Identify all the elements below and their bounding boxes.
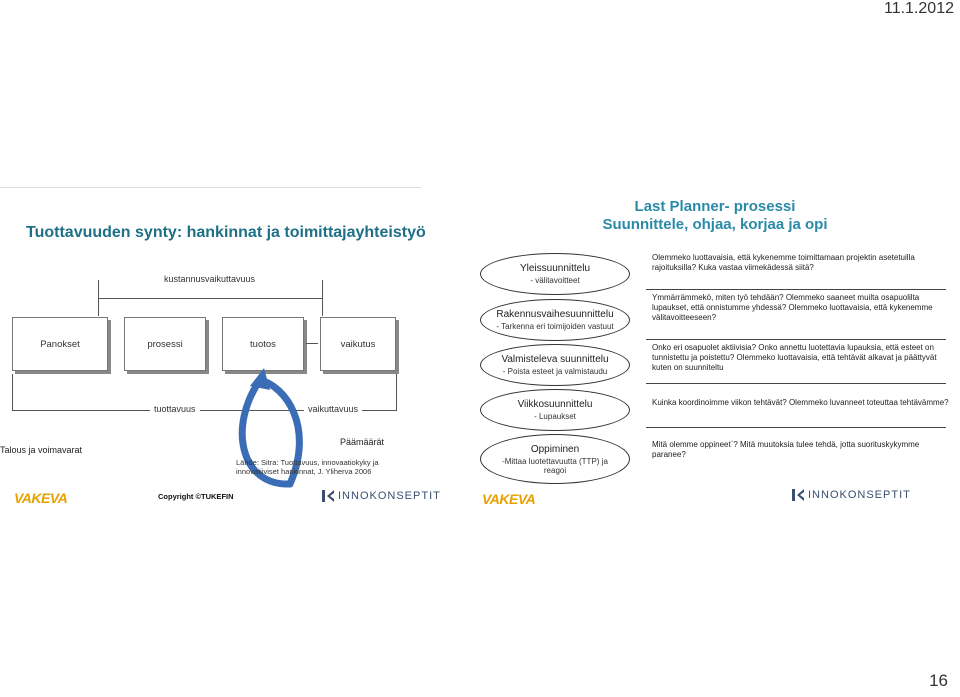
curved-arrow-icon — [230, 366, 320, 496]
innokonseptit-logo-text: INNOKONSEPTIT — [338, 490, 441, 502]
innokonseptit-mark-icon — [322, 489, 334, 503]
divider-1 — [646, 289, 946, 290]
ellipse-viikkosuunnittelu — [480, 389, 630, 431]
divider-4 — [646, 427, 946, 428]
kustannusvaikuttavuus-label: kustannusvaikuttavuus — [160, 274, 259, 284]
ellipse-title: Rakennusvaihesuunnittelu — [496, 309, 614, 320]
ellipse-title: Viikkosuunnittelu — [517, 399, 593, 410]
ellipse-rakennusvaihe — [480, 299, 630, 341]
right-slide — [470, 187, 960, 512]
slide-date: 11.1.2012 — [884, 0, 954, 17]
connector-line — [306, 343, 318, 344]
right-title-line1: Last Planner- prosessi — [634, 198, 796, 215]
tuotos-box: tuotos — [222, 317, 304, 371]
page-number: 16 — [929, 671, 948, 690]
innokonseptit-mark-icon — [792, 488, 804, 502]
questions-yleis: Olemmeko luottavaisia, että kykenemme toimittamaan projektin asetetuilla rajoituksilla? Kuka vastaa viimekädessä siitä? — [652, 253, 915, 272]
innokonseptit-logo — [322, 489, 441, 503]
vakeva-logo-right: VAKEVA — [482, 491, 536, 507]
bracket-bottom-right — [396, 374, 397, 410]
ellipse-oppiminen — [480, 434, 630, 484]
ellipse-title: Oppiminen — [530, 443, 580, 455]
right-title-line2: Suunnittele, ohjaa, korjaa ja opi — [602, 216, 828, 233]
talous-label: Talous ja voimavarat — [0, 445, 83, 455]
source-text: Lähde: Sitra: Tuottavuus, innovaatiokyky ja innovatiiviset hankinnat, J. Yliherva 2006 — [236, 458, 379, 476]
ellipse-title: Yleissuunnittelu — [519, 263, 591, 274]
ellipse-yleissuunnittelu — [480, 253, 630, 295]
ellipse-title: Valmisteleva suunnittelu — [501, 354, 609, 365]
questions-viikko: Kuinka koordinoimme viikon tehtävät? Olemmeko luvanneet toteuttaa tehtävämme? — [652, 398, 949, 407]
ellipse-subtitle: - Poista esteet ja valmistaudu — [502, 367, 608, 376]
divider-3 — [646, 383, 946, 384]
left-slide — [0, 187, 441, 512]
vakeva-logo: VAKEVA — [14, 490, 68, 506]
ellipse-subtitle: - Lupaukset — [534, 412, 576, 421]
innokonseptit-logo-right — [792, 488, 911, 502]
bracket-bottom-left — [12, 374, 13, 410]
ellipse-valmisteleva — [480, 344, 630, 386]
left-slide-title: Tuottavuuden synty: hankinnat ja toimittajayhteistyö — [26, 224, 426, 241]
questions-rakennus: Ymmärrämmekö, miten työ tehdään? Olemmeko saaneet muilta osapuolilta lupaukset, että onnistumme yhdessä? Olemmeko luottavaisia, että kykenemme välitavoitteeseen? — [652, 293, 933, 322]
ellipse-subtitle: -Mittaa luotettavuutta (TTP) ja reagoi — [502, 456, 608, 475]
vaikutus-box: vaikutus — [320, 317, 396, 371]
paamaarat-label: Päämäärät — [340, 437, 385, 447]
panokset-box: Panokset — [12, 317, 108, 371]
tuottavuus-label: tuottavuus — [150, 404, 200, 414]
questions-valmisteleva: Onko eri osapuolet aktiivisia? Onko annettu luotettavia lupauksia, että esteet on tunnistettu ja poistettu? Olemmeko luottavaisia, että tehtävät alkavat ja päättyvät kuten on suunniteltu — [652, 343, 937, 372]
vaikuttavuus-label: vaikuttavuus — [304, 404, 362, 414]
right-slide-title — [470, 198, 960, 234]
questions-oppiminen: Mitä olemme oppineet`? Mitä muutoksia tulee tehdä, jotta suorituskykymme paranee? — [652, 440, 920, 459]
innokonseptit-logo-text: INNOKONSEPTIT — [808, 489, 911, 501]
divider-2 — [646, 339, 946, 340]
ellipse-subtitle: - Tarkenna eri toimijoiden vastuut — [496, 322, 614, 331]
bracket-top-line — [98, 298, 323, 299]
prosessi-box: prosessi — [124, 317, 206, 371]
copyright-text: Copyright ©TUKEFIN — [158, 492, 234, 501]
ellipse-subtitle: - välitavoitteet — [530, 276, 580, 285]
